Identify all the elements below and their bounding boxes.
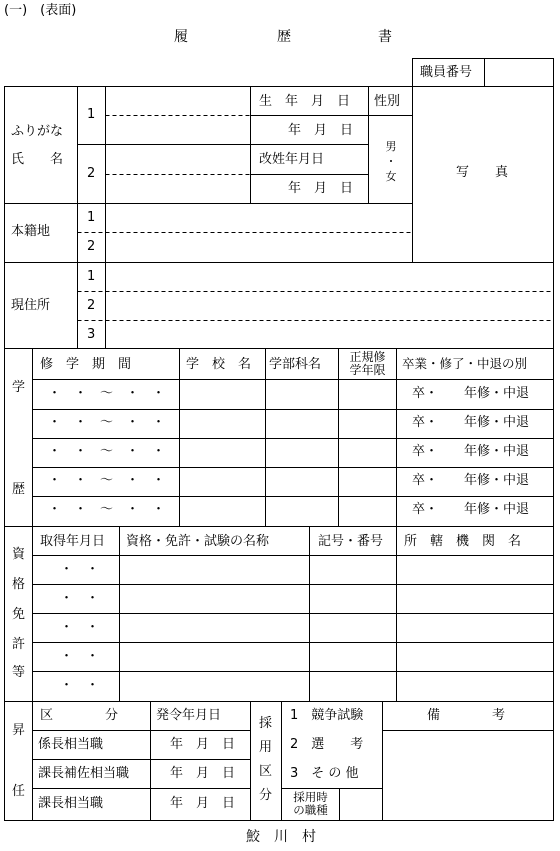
qual-side-4: 許 (12, 637, 26, 652)
education-side-1: 学 (12, 380, 26, 395)
promotion-date-header: 発令年月日 (156, 708, 222, 723)
title-char-1: 履 (174, 29, 188, 45)
saiyo-option-1: 1 競争試験 (290, 708, 364, 723)
birthdate-label: 生 年 月 日 (259, 94, 351, 109)
biko-header: 備 考 (427, 708, 506, 723)
honseki-row-1: 1 (87, 210, 96, 225)
furigana-label: ふりがな (11, 124, 64, 139)
edu-period-5: ・ ・ ～ ・ ・ (48, 502, 166, 517)
qual-side-2: 格 (12, 577, 26, 592)
saiyo-option-3: 3 そ の 他 (290, 766, 359, 781)
title-char-3: 書 (378, 29, 392, 45)
promotion-kubun-header: 区 分 (40, 708, 119, 723)
edu-result-3[interactable]: 卒・ 年修・中退 (412, 444, 530, 459)
title-char-2: 歴 (277, 29, 291, 45)
edu-result-1[interactable]: 卒・ 年修・中退 (412, 386, 530, 401)
employee-number-label: 職員番号 (420, 65, 473, 80)
sex-label: 性別 (374, 94, 401, 109)
honseki-row-2: 2 (87, 239, 96, 254)
qual-side-1: 資 (12, 547, 26, 562)
saiyo-side-2: 用 (259, 740, 273, 755)
qual-date-1: ・ ・ (60, 562, 100, 577)
qual-date-5: ・ ・ (60, 678, 100, 693)
name-label: 氏 名 (11, 152, 64, 167)
address-label: 現住所 (11, 298, 51, 313)
surname-change-ymd: 年 月 日 (288, 181, 354, 196)
edu-result-5[interactable]: 卒・ 年修・中退 (412, 502, 530, 517)
edu-header-years: 正規修 学年限 (349, 350, 386, 378)
edu-period-3: ・ ・ ～ ・ ・ (48, 444, 166, 459)
promotion-side-1: 昇 (12, 723, 26, 738)
qual-header-date: 取得年月日 (40, 534, 106, 549)
qual-date-3: ・ ・ (60, 620, 100, 635)
qual-date-4: ・ ・ (60, 649, 100, 664)
edu-period-4: ・ ・ ～ ・ ・ (48, 473, 166, 488)
edu-header-school: 学 校 名 (186, 357, 252, 372)
saiyo-option-2: 2 選 考 (290, 737, 364, 752)
photo-label: 写 真 (456, 165, 509, 180)
qual-side-3: 免 (12, 607, 26, 622)
name-row-2-number: 2 (87, 166, 96, 181)
saiyo-side-4: 分 (259, 788, 273, 803)
edu-header-faculty: 学部科名 (269, 357, 322, 372)
address-row-2: 2 (87, 298, 96, 313)
edu-period-2: ・ ・ ～ ・ ・ (48, 415, 166, 430)
honseki-label: 本籍地 (11, 224, 51, 239)
saiyo-kind-label: 採用時 の職種 (293, 790, 328, 818)
edu-header-result: 卒業・修了・中退の別 (402, 356, 528, 371)
address-row-3: 3 (87, 327, 96, 342)
edu-result-4[interactable]: 卒・ 年修・中退 (412, 473, 530, 488)
qual-header-number: 記号・番号 (318, 534, 384, 549)
qual-header-agency: 所 轄 機 関 名 (404, 534, 522, 549)
name-row-1-number: 1 (87, 107, 96, 122)
saiyo-side-1: 採 (259, 716, 273, 731)
promotion-side-2: 任 (12, 784, 26, 799)
section-label: (一) (表面) (4, 3, 77, 18)
promotion-row-kachohosa: 課長補佐相当職 (38, 766, 130, 781)
promotion-ymd-2: 年 月 日 (170, 766, 236, 781)
promotion-row-kakaricho: 係長相当職 (38, 737, 104, 752)
surname-change-label: 改姓年月日 (259, 152, 325, 167)
sex-options[interactable]: 男 ・ 女 (385, 140, 397, 183)
edu-header-period: 修 学 期 間 (40, 357, 132, 372)
edu-result-2[interactable]: 卒・ 年修・中退 (412, 415, 530, 430)
edu-period-1: ・ ・ ～ ・ ・ (48, 386, 166, 401)
birthdate-ymd: 年 月 日 (288, 123, 354, 138)
qual-header-name: 資格・免許・試験の名称 (126, 534, 270, 549)
saiyo-side-3: 区 (259, 764, 273, 779)
qual-date-2: ・ ・ (60, 591, 100, 606)
education-side-2: 歴 (12, 482, 26, 497)
promotion-row-kacho: 課長相当職 (38, 796, 104, 811)
address-row-1: 1 (87, 269, 96, 284)
qual-side-5: 等 (12, 665, 26, 680)
promotion-ymd-1: 年 月 日 (170, 737, 236, 752)
promotion-ymd-3: 年 月 日 (170, 796, 236, 811)
village-name: 鮫 川 村 (246, 829, 316, 845)
